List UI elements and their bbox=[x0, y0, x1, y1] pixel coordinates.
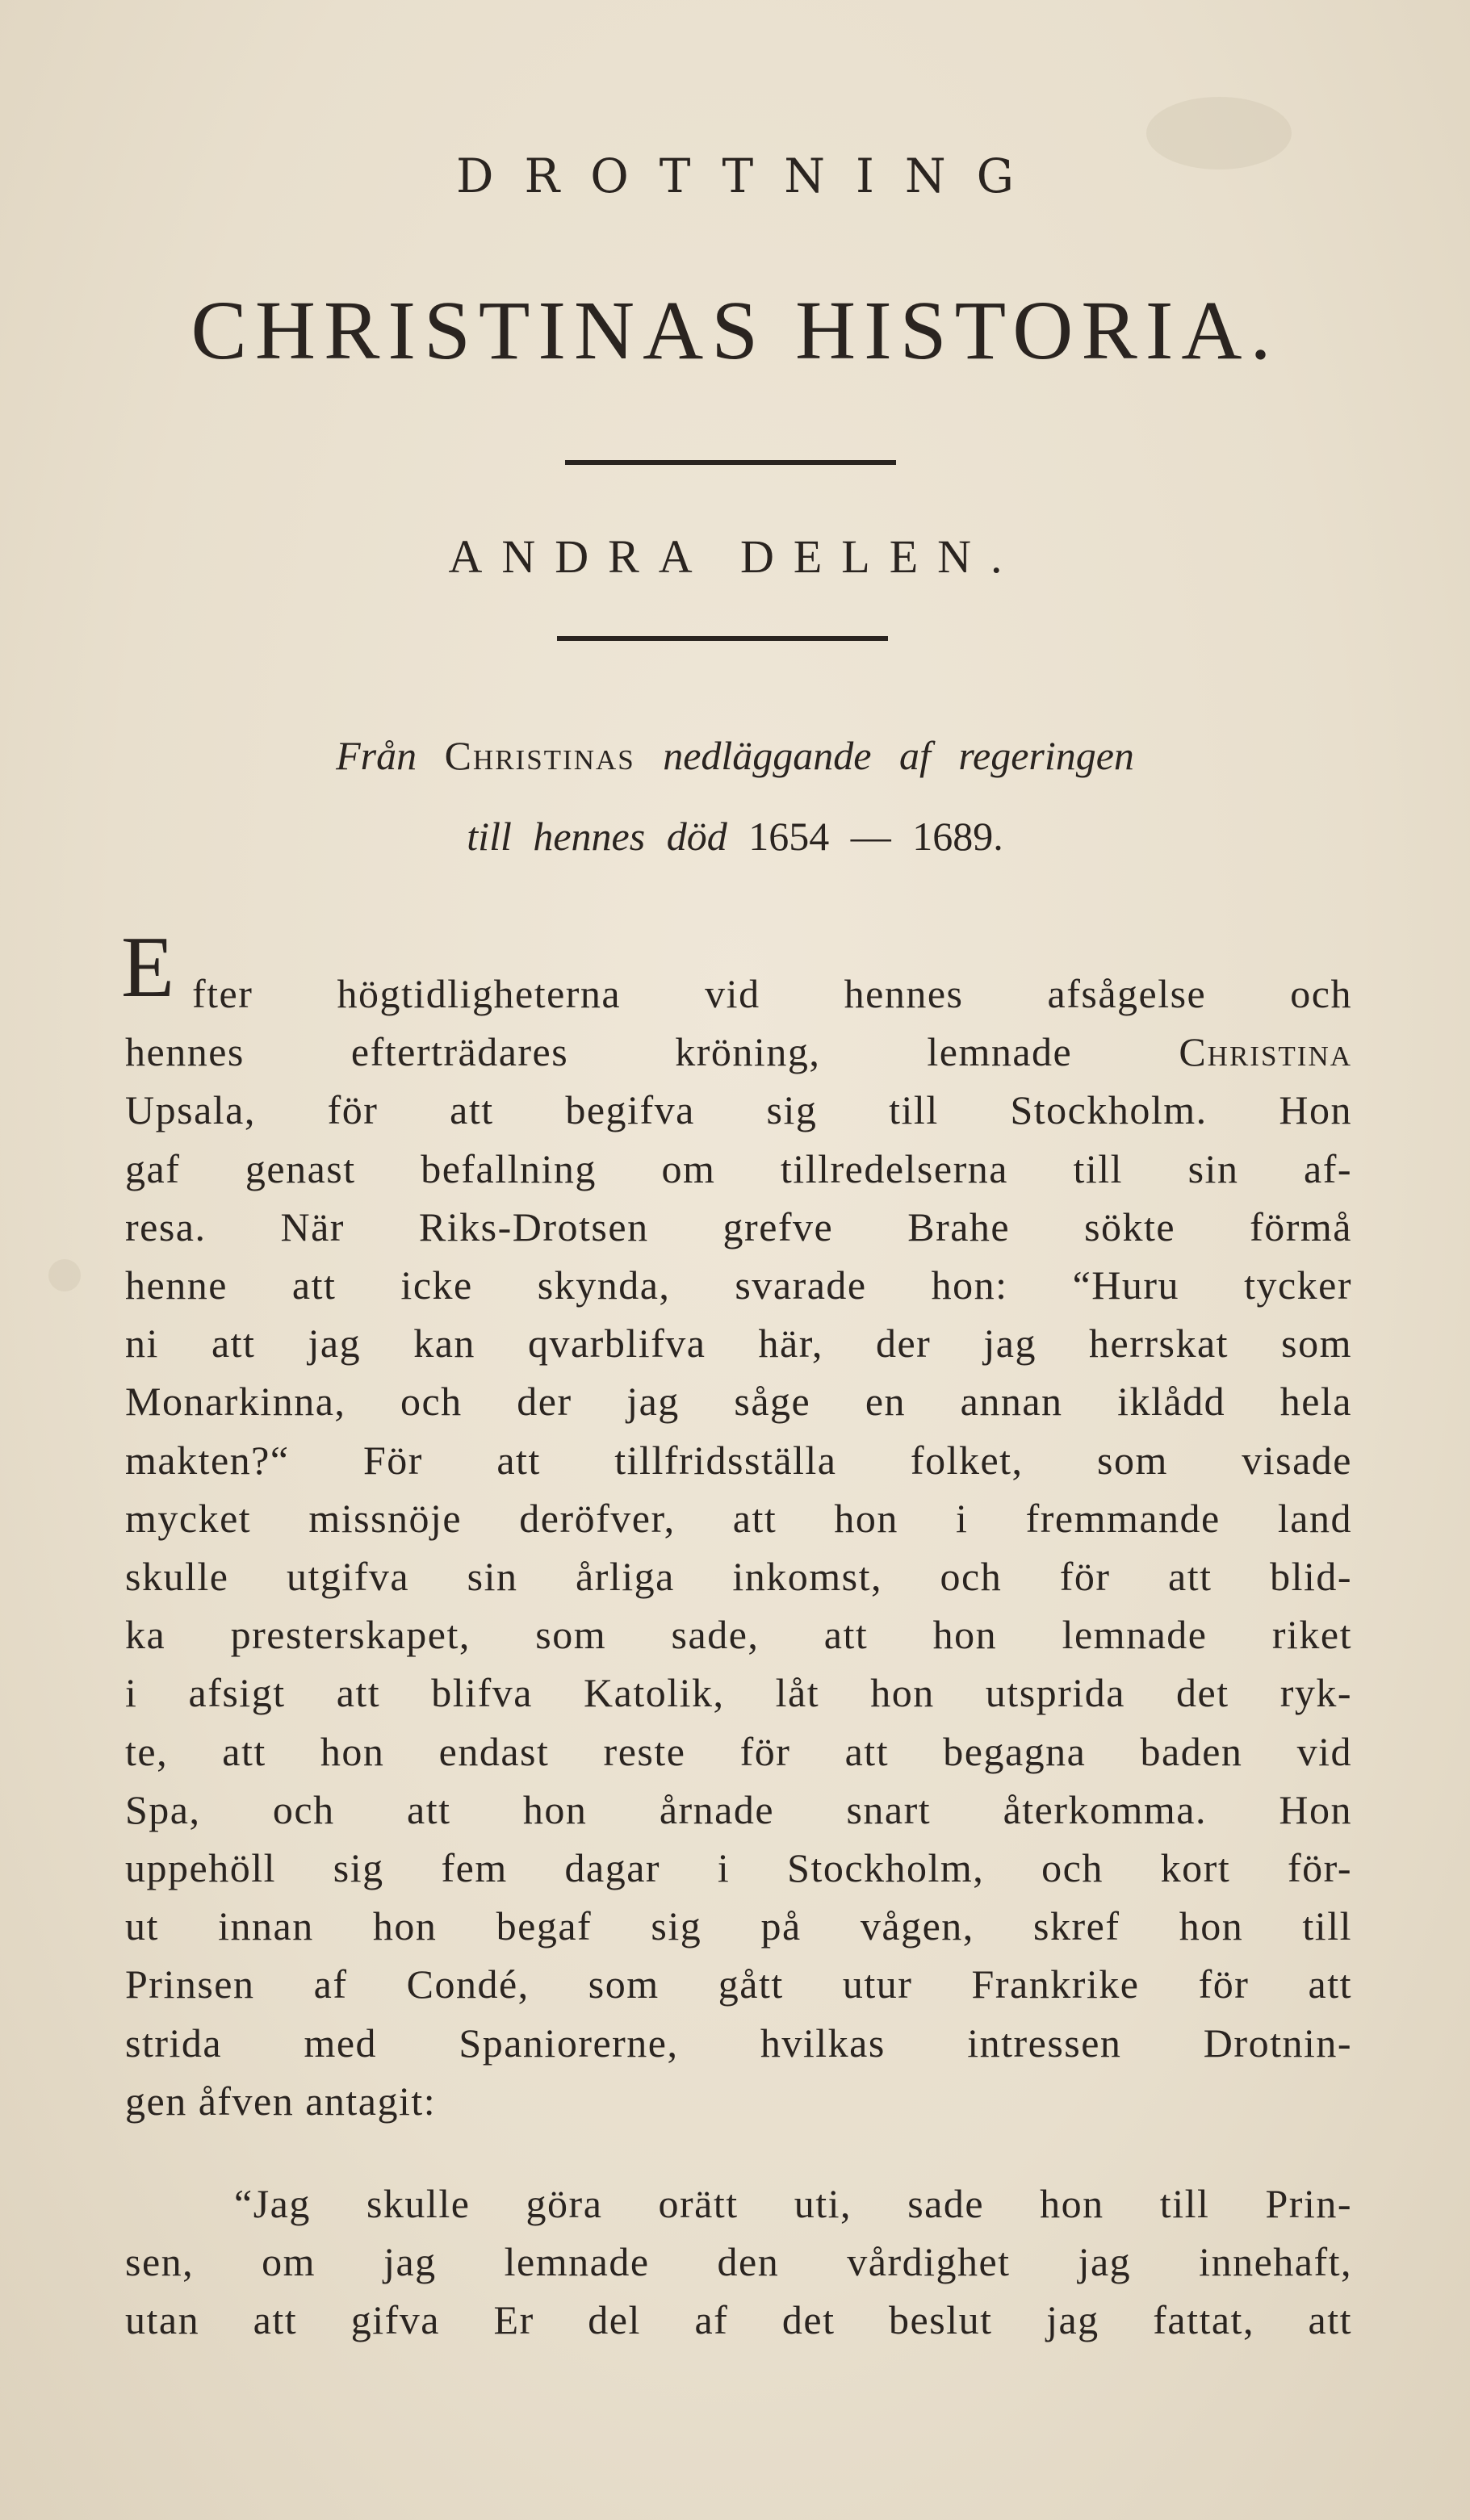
body-line: ut innan hon begaf sig på vågen, skref hon till bbox=[125, 1903, 1352, 1949]
body-line: sen, om jag lemnade den vårdighet jag innehaft, bbox=[125, 2239, 1352, 2285]
ornamental-rule-bottom bbox=[557, 636, 888, 641]
body-line: makten?“ För att tillfridsställa folket, som visade bbox=[125, 1437, 1352, 1483]
subtitle-phrase: till hennes död bbox=[467, 814, 727, 859]
body-line: ni att jag kan qvarblifva här, der jag herrskat som bbox=[125, 1321, 1352, 1367]
body-line: fter högtidligheterna vid hennes afsågelse och bbox=[192, 971, 1352, 1016]
body-line: Spa, och att hon årnade snart återkomma. Hon bbox=[125, 1786, 1352, 1832]
subtitle-word: regeringen bbox=[958, 733, 1134, 778]
paper-stain bbox=[48, 1259, 81, 1291]
body-line: mycket missnöje deröfver, att hon i fremmande land bbox=[125, 1495, 1352, 1541]
body-line: gaf genast befallning om tillredelserna till sin af- bbox=[125, 1145, 1352, 1191]
part-title: ANDRA DELEN. bbox=[448, 530, 1022, 583]
body-line bbox=[125, 1023, 1352, 1081]
subtitle-line-2 bbox=[0, 807, 1470, 865]
subtitle-line-1 bbox=[0, 726, 1470, 785]
body-line: henne att icke skynda, svarade hon: “Huru tycker bbox=[125, 1262, 1352, 1308]
body-line: Prinsen af Condé, som gått utur Frankrike för att bbox=[125, 1961, 1352, 2007]
body-line: resa. När Riks-Drotsen grefve Brahe sökte förmå bbox=[125, 1203, 1352, 1250]
title-line-2: CHRISTINAS HISTORIA. bbox=[191, 284, 1279, 377]
body-line: skulle utgifva sin årliga inkomst, och för att blid- bbox=[125, 1554, 1352, 1599]
body-line: ka presterskapet, som sade, att hon lemnade riket bbox=[125, 1612, 1352, 1658]
body-line: strida med Spaniorerne, hvilkas intressen Drotnin- bbox=[125, 2020, 1352, 2066]
body-line-text: hennes efterträdares kröning, lemnade bbox=[125, 1029, 1179, 1075]
subtitle-word: nedläggande bbox=[663, 733, 872, 778]
body-line: te, att hon endast reste för att begagna baden vid bbox=[125, 1728, 1352, 1774]
body-line: Monarkinna, och der jag såge en annan iklådd hela bbox=[125, 1379, 1352, 1425]
subtitle-word: Från bbox=[336, 733, 417, 778]
body-line: “Jag skulle göra orätt uti, sade hon till Prin- bbox=[234, 2181, 1352, 2226]
title-line-1: DROTTNING bbox=[456, 149, 1045, 203]
subtitle-name: Christinas bbox=[444, 733, 635, 778]
body-name: Christina bbox=[1179, 1029, 1352, 1075]
drop-cap: E bbox=[121, 919, 174, 1015]
subtitle-years: 1654 — 1689. bbox=[748, 814, 1003, 859]
body-line: utan att gifva Er del af det beslut jag fattat, att bbox=[125, 2297, 1352, 2343]
body-line: gen åfven antagit: bbox=[125, 2078, 437, 2124]
body-line: uppehöll sig fem dagar i Stockholm, och kort för- bbox=[125, 1845, 1352, 1890]
body-line: i afsigt att blifva Katolik, låt hon utsprida det ryk- bbox=[125, 1670, 1352, 1716]
ornamental-rule-top bbox=[565, 460, 896, 465]
body-line: Upsala, för att begifva sig till Stockholm. Hon bbox=[125, 1087, 1352, 1133]
subtitle-word: af bbox=[899, 733, 931, 778]
